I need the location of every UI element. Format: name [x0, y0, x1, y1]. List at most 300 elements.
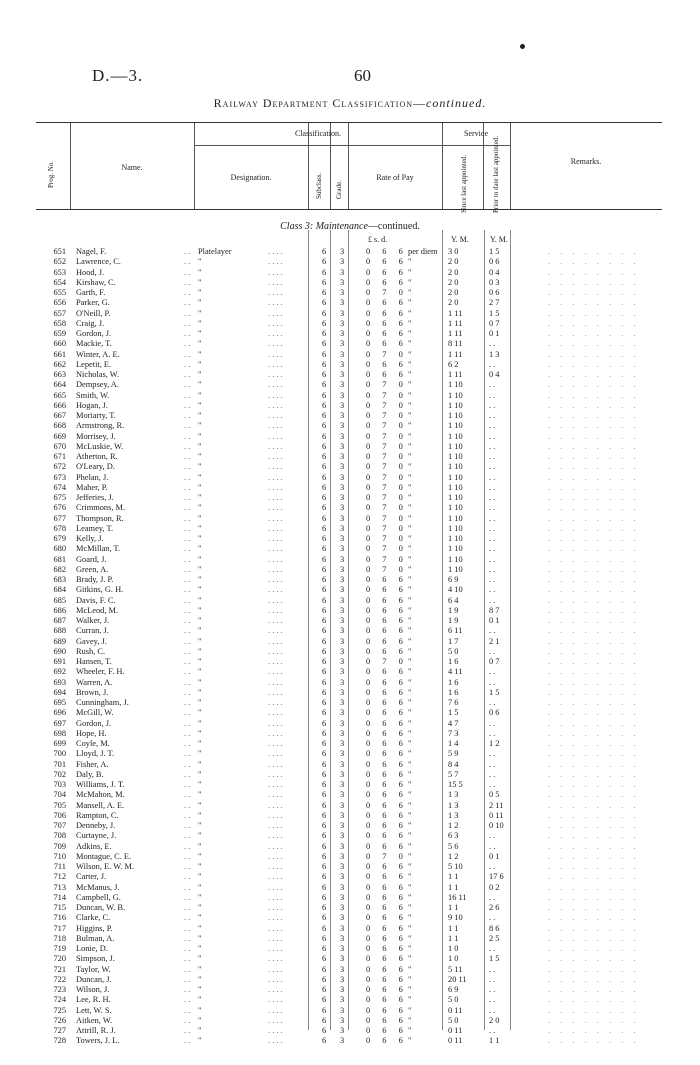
- pay-period-cell: ": [408, 329, 412, 338]
- remarks-leader: . . . . . . . .: [548, 985, 640, 994]
- service-prior-cell: . .: [489, 523, 496, 533]
- rate-of-pay-cell: 0 7 0: [366, 564, 408, 574]
- remarks-leader: . . . . . . . .: [548, 964, 640, 974]
- leader-dots: . . . .: [268, 503, 283, 513]
- grade-cell: 3: [340, 718, 345, 728]
- service-prior-cell: 1 5: [489, 247, 500, 256]
- grade-cell: 3: [340, 400, 345, 410]
- leader-dots: . .: [184, 995, 191, 1005]
- rate-of-pay-cell: 0 7 0: [366, 349, 408, 359]
- leader-dots: . . . .: [268, 329, 283, 338]
- leader-dots: . . . .: [268, 585, 283, 595]
- remarks-leader: . . . . . . . .: [548, 431, 640, 441]
- pay-period-cell: ": [408, 308, 412, 318]
- service-prior-cell: . .: [489, 431, 496, 441]
- grade-cell: 3: [340, 903, 345, 912]
- leader-dots: . . . .: [268, 964, 283, 974]
- designation-cell: ": [198, 698, 202, 707]
- service-prior-cell: . .: [489, 769, 496, 779]
- designation-cell: ": [198, 677, 202, 687]
- service-prior-cell: . .: [489, 974, 496, 984]
- prog-no-cell: 722: [53, 974, 66, 984]
- name-cell: Gordon, J.: [76, 718, 112, 728]
- service-prior-cell: . .: [489, 400, 496, 410]
- pay-period-cell: ": [408, 575, 412, 584]
- prog-no-cell: 690: [53, 646, 66, 656]
- leader-dots: . .: [184, 503, 191, 513]
- leader-dots: . .: [184, 698, 191, 707]
- leader-dots: . .: [184, 513, 191, 523]
- service-prior-cell: . .: [489, 554, 496, 564]
- leader-dots: . . . .: [268, 646, 283, 656]
- subclass-cell: 6: [322, 513, 327, 523]
- grade-cell: 3: [340, 810, 345, 820]
- rate-of-pay-cell: 0 6 6: [366, 821, 408, 830]
- designation-cell: ": [198, 882, 202, 892]
- name-cell: McMillan, T.: [76, 544, 121, 554]
- prog-no-cell: 686: [53, 605, 66, 615]
- service-since-cell: 2 0: [448, 298, 459, 308]
- prog-no-cell: 694: [53, 687, 66, 697]
- subclass-cell: 6: [322, 677, 327, 687]
- prog-no-cell: 656: [53, 298, 66, 308]
- service-since-cell: 1 10: [448, 411, 463, 420]
- subclass-cell: 6: [322, 667, 327, 677]
- designation-cell: ": [198, 595, 202, 605]
- pay-period-cell: ": [408, 318, 412, 328]
- service-since-cell: 7 6: [448, 698, 459, 707]
- prog-no-cell: 728: [53, 1036, 66, 1046]
- leader-dots: . .: [184, 841, 191, 851]
- remarks-leader: . . . . . . . .: [548, 739, 640, 748]
- service-since-cell: 1 3: [448, 800, 459, 810]
- service-prior-cell: . .: [489, 985, 496, 994]
- designation-cell: ": [198, 616, 202, 625]
- grade-cell: 3: [340, 974, 345, 984]
- designation-cell: ": [198, 267, 202, 277]
- prog-no-cell: 702: [53, 769, 66, 779]
- leader-dots: . .: [184, 851, 191, 861]
- remarks-leader: . . . . . . . .: [548, 851, 640, 861]
- leader-dots: . . . .: [268, 523, 283, 533]
- grade-cell: 3: [340, 944, 345, 953]
- remarks-leader: . . . . . . . .: [548, 769, 640, 779]
- name-cell: Davis, F. C.: [76, 595, 116, 605]
- name-cell: Higgins, P.: [76, 923, 113, 933]
- subclass-cell: 6: [322, 954, 327, 964]
- leader-dots: . . . .: [268, 913, 283, 923]
- units-prior: Y. M.: [490, 235, 508, 244]
- designation-cell: ": [198, 933, 202, 943]
- table-row: [0, 729, 700, 739]
- designation-cell: ": [198, 400, 202, 410]
- remarks-leader: . . . . . . . .: [548, 452, 640, 461]
- rate-of-pay-cell: 0 7 0: [366, 493, 408, 502]
- remarks-leader: . . . . . . . .: [548, 882, 640, 892]
- leader-dots: . . . .: [268, 626, 283, 636]
- subclass-cell: 6: [322, 267, 327, 277]
- leader-dots: . .: [184, 247, 191, 256]
- grade-cell: 3: [340, 267, 345, 277]
- rate-of-pay-cell: 0 7 0: [366, 513, 408, 523]
- service-prior-cell: 0 1: [489, 851, 500, 861]
- leader-dots: . .: [184, 892, 191, 902]
- designation-cell: ": [198, 370, 202, 379]
- pay-period-cell: ": [408, 411, 412, 420]
- pay-period-cell: ": [408, 985, 412, 994]
- leader-dots: . . . .: [268, 892, 283, 902]
- subclass-cell: 6: [322, 523, 327, 533]
- grade-cell: 3: [340, 841, 345, 851]
- pay-period-cell: ": [408, 257, 412, 267]
- remarks-leader: . . . . . . . .: [548, 841, 640, 851]
- leader-dots: . . . .: [268, 564, 283, 574]
- leader-dots: . . . .: [268, 749, 283, 759]
- subclass-cell: 6: [322, 482, 327, 492]
- name-cell: Lee, R. H.: [76, 995, 111, 1005]
- grade-cell: 3: [340, 892, 345, 902]
- leader-dots: . . . .: [268, 298, 283, 308]
- pay-period-cell: ": [408, 1005, 412, 1015]
- service-since-cell: 6 4: [448, 595, 459, 605]
- pay-period-cell: ": [408, 995, 412, 1005]
- subclass-cell: 6: [322, 739, 327, 748]
- prog-no-cell: 681: [53, 554, 66, 564]
- designation-cell: ": [198, 810, 202, 820]
- grade-cell: 3: [340, 995, 345, 1005]
- pay-period-cell: ": [408, 841, 412, 851]
- service-prior-cell: . .: [489, 585, 496, 595]
- subclass-cell: 6: [322, 810, 327, 820]
- leader-dots: . . . .: [268, 657, 283, 666]
- designation-cell: ": [198, 380, 202, 390]
- rate-of-pay-cell: 0 6 6: [366, 749, 408, 759]
- leader-dots: . . . .: [268, 708, 283, 718]
- rate-of-pay-cell: 0 7 0: [366, 421, 408, 431]
- service-since-cell: 5 11: [448, 964, 463, 974]
- designation-cell: ": [198, 728, 202, 738]
- leader-dots: . . . .: [268, 780, 283, 789]
- service-prior-cell: . .: [489, 626, 496, 636]
- prog-no-cell: 713: [53, 882, 66, 892]
- service-prior-cell: 0 6: [489, 288, 500, 297]
- designation-cell: ": [198, 780, 202, 789]
- name-cell: Hope, H.: [76, 728, 107, 738]
- prog-no-cell: 677: [53, 513, 66, 523]
- service-since-cell: 4 11: [448, 667, 463, 677]
- service-since-cell: 1 10: [448, 554, 463, 564]
- designation-cell: ": [198, 513, 202, 523]
- service-prior-cell: . .: [489, 667, 496, 677]
- service-since-cell: 1 10: [448, 523, 463, 533]
- rate-of-pay-cell: 0 6 6: [366, 831, 408, 841]
- units-lsd: £ s. d.: [368, 235, 388, 244]
- rate-of-pay-cell: 0 6 6: [366, 708, 408, 718]
- grade-cell: 3: [340, 667, 345, 677]
- rate-of-pay-cell: 0 6 6: [366, 329, 408, 338]
- service-since-cell: 20 11: [448, 974, 467, 984]
- pay-period-cell: ": [408, 862, 412, 871]
- prog-no-cell: 693: [53, 677, 66, 687]
- rate-of-pay-cell: 0 6 6: [366, 1015, 408, 1025]
- remarks-leader: . . . . . . . .: [548, 1005, 640, 1015]
- grade-cell: 3: [340, 749, 345, 759]
- leader-dots: . . . .: [268, 267, 283, 277]
- leader-dots: . .: [184, 759, 191, 769]
- leader-dots: . . . .: [268, 769, 283, 779]
- grade-cell: 3: [340, 1005, 345, 1015]
- pay-period-cell: ": [408, 277, 412, 287]
- subclass-cell: 6: [322, 657, 327, 666]
- remarks-leader: . . . . . . . .: [548, 595, 640, 605]
- subclass-cell: 6: [322, 862, 327, 871]
- remarks-leader: . . . . . . . .: [548, 995, 640, 1005]
- grade-cell: 3: [340, 575, 345, 584]
- remarks-leader: . . . . . . . .: [548, 472, 640, 482]
- leader-dots: . .: [184, 862, 191, 871]
- name-cell: Daly, B.: [76, 769, 104, 779]
- leader-dots: . . . .: [268, 493, 283, 502]
- service-since-cell: 1 6: [448, 657, 459, 666]
- leader-dots: . . . .: [268, 318, 283, 328]
- designation-cell: ": [198, 544, 202, 554]
- name-cell: Gavey, J.: [76, 636, 107, 646]
- prog-no-cell: 721: [53, 964, 66, 974]
- table-row: [0, 411, 700, 421]
- table-row: [0, 370, 700, 380]
- pay-period-cell: ": [408, 421, 412, 431]
- service-since-cell: 1 10: [448, 503, 463, 513]
- service-prior-cell: . .: [489, 964, 496, 974]
- rate-of-pay-cell: 0 7 0: [366, 431, 408, 441]
- subclass-cell: 6: [322, 257, 327, 267]
- table-row: [0, 442, 700, 452]
- table-row: [0, 309, 700, 319]
- leader-dots: . . . .: [268, 851, 283, 861]
- remarks-leader: . . . . . . . .: [548, 821, 640, 830]
- pay-period-cell: ": [408, 380, 412, 390]
- pay-period-cell: ": [408, 493, 412, 502]
- prog-no-cell: 701: [53, 759, 66, 769]
- grade-cell: 3: [340, 318, 345, 328]
- grade-cell: 3: [340, 800, 345, 810]
- grade-cell: 3: [340, 534, 345, 543]
- designation-cell: ": [198, 390, 202, 400]
- grade-cell: 3: [340, 1036, 345, 1046]
- table-row: [0, 524, 700, 534]
- leader-dots: . .: [184, 534, 191, 543]
- pay-period-cell: ": [408, 1015, 412, 1025]
- name-cell: Towers, J. L.: [76, 1036, 120, 1046]
- name-cell: Garth, F.: [76, 288, 106, 297]
- designation-cell: ": [198, 411, 202, 420]
- leader-dots: . .: [184, 708, 191, 718]
- subclass-cell: 6: [322, 698, 327, 707]
- designation-cell: ": [198, 759, 202, 769]
- prog-no-cell: 719: [53, 944, 66, 953]
- name-cell: Montague, C. E.: [76, 851, 132, 861]
- pay-period-cell: ": [408, 585, 412, 595]
- designation-cell: ": [198, 298, 202, 308]
- name-cell: O'Neill, P.: [76, 308, 111, 318]
- remarks-leader: . . . . . . . .: [548, 687, 640, 697]
- pay-period-cell: ": [408, 872, 412, 882]
- rate-of-pay-cell: 0 7 0: [366, 523, 408, 533]
- subclass-cell: 6: [322, 380, 327, 390]
- name-cell: McGill, W.: [76, 708, 114, 718]
- remarks-leader: . . . . . . . .: [548, 554, 640, 564]
- leader-dots: . . . .: [268, 841, 283, 851]
- subclass-cell: 6: [322, 913, 327, 923]
- table-row: [0, 565, 700, 575]
- table-row: [0, 678, 700, 688]
- subclass-cell: 6: [322, 462, 327, 472]
- grade-cell: 3: [340, 288, 345, 297]
- leader-dots: . .: [184, 257, 191, 267]
- leader-dots: . .: [184, 452, 191, 461]
- designation-cell: ": [198, 862, 202, 871]
- class-heading: [0, 221, 700, 232]
- designation-cell: ": [198, 872, 202, 882]
- table-row: [0, 329, 700, 339]
- table-row: [0, 555, 700, 565]
- table-row: [0, 626, 700, 636]
- service-since-cell: 8 4: [448, 759, 459, 769]
- prog-no-cell: 711: [53, 862, 66, 871]
- document-reference: D.—3.: [92, 66, 144, 85]
- prog-no-cell: 725: [53, 1005, 66, 1015]
- table-row: [0, 985, 700, 995]
- pay-period-cell: ": [408, 974, 412, 984]
- service-since-cell: 1 2: [448, 851, 459, 861]
- pay-period-cell: ": [408, 267, 412, 277]
- leader-dots: . . . .: [268, 667, 283, 677]
- leader-dots: . .: [184, 472, 191, 482]
- name-cell: Parker, G.: [76, 298, 110, 308]
- service-prior-cell: . .: [489, 380, 496, 390]
- service-since-cell: 6 3: [448, 831, 459, 841]
- remarks-leader: . . . . . . . .: [548, 790, 640, 800]
- grade-cell: 3: [340, 298, 345, 308]
- service-since-cell: 1 10: [448, 421, 463, 431]
- subclass-cell: 6: [322, 933, 327, 943]
- leader-dots: . .: [184, 810, 191, 820]
- rate-of-pay-cell: 0 6 6: [366, 862, 408, 871]
- col-grade: Grade.: [335, 180, 343, 199]
- prog-no-cell: 685: [53, 595, 66, 605]
- remarks-leader: . . . . . . . .: [548, 482, 640, 492]
- leader-dots: . .: [184, 493, 191, 502]
- remarks-leader: . . . . . . . .: [548, 411, 640, 420]
- service-prior-cell: . .: [489, 534, 496, 543]
- pay-period-cell: ": [408, 370, 412, 379]
- remarks-leader: . . . . . . . .: [548, 288, 640, 297]
- rate-of-pay-cell: 0 7 0: [366, 851, 408, 861]
- table-row: [0, 534, 700, 544]
- name-cell: Denneby, J.: [76, 821, 116, 830]
- service-since-cell: 2 0: [448, 257, 459, 267]
- service-prior-cell: 2 6: [489, 903, 500, 912]
- leader-dots: . .: [184, 482, 191, 492]
- subclass-cell: 6: [322, 308, 327, 318]
- remarks-leader: . . . . . . . .: [548, 913, 640, 923]
- col-subclass: Subclass.: [315, 172, 323, 199]
- leader-dots: . .: [184, 923, 191, 933]
- leader-dots: . . . .: [268, 452, 283, 461]
- pay-period-cell: ": [408, 646, 412, 656]
- table-row: [0, 688, 700, 698]
- service-since-cell: 1 11: [448, 370, 463, 379]
- name-cell: Green, A.: [76, 564, 109, 574]
- name-cell: Curtayne, J.: [76, 831, 117, 841]
- grade-cell: 3: [340, 1015, 345, 1025]
- designation-cell: ": [198, 923, 202, 933]
- service-prior-cell: . .: [489, 749, 496, 759]
- designation-cell: ": [198, 1005, 202, 1015]
- leader-dots: . .: [184, 687, 191, 697]
- designation-cell: ": [198, 359, 202, 369]
- name-cell: Craig, J.: [76, 318, 105, 328]
- leader-dots: . . . .: [268, 728, 283, 738]
- title-continued: continued.: [426, 96, 487, 110]
- prog-no-cell: 684: [53, 585, 66, 595]
- service-since-cell: 2 0: [448, 277, 459, 287]
- designation-cell: ": [198, 349, 202, 359]
- table-row: [0, 637, 700, 647]
- leader-dots: . .: [184, 677, 191, 687]
- table-row: [0, 493, 700, 503]
- name-cell: Moriarty, T.: [76, 411, 116, 420]
- subclass-cell: 6: [322, 411, 327, 420]
- remarks-leader: . . . . . . . .: [548, 933, 640, 943]
- grade-cell: 3: [340, 523, 345, 533]
- designation-cell: ": [198, 575, 202, 584]
- subclass-cell: 6: [322, 339, 327, 349]
- page-title: [0, 96, 700, 111]
- leader-dots: . .: [184, 318, 191, 328]
- service-prior-cell: 1 1: [489, 1036, 500, 1046]
- service-since-cell: 1 10: [448, 564, 463, 574]
- grade-cell: 3: [340, 626, 345, 636]
- grade-cell: 3: [340, 554, 345, 564]
- prog-no-cell: 703: [53, 780, 66, 789]
- table-row: [0, 739, 700, 749]
- service-prior-cell: 0 10: [489, 821, 504, 830]
- designation-cell: ": [198, 749, 202, 759]
- leader-dots: . .: [184, 821, 191, 830]
- rate-of-pay-cell: 0 6 6: [366, 739, 408, 748]
- table-row: [0, 380, 700, 390]
- remarks-leader: . . . . . . . .: [548, 1036, 640, 1046]
- service-since-cell: 0 11: [448, 1026, 463, 1035]
- class-name: Maintenance: [315, 221, 368, 232]
- service-since-cell: 5 7: [448, 769, 459, 779]
- remarks-leader: . . . . . . . .: [548, 872, 640, 882]
- leader-dots: . .: [184, 646, 191, 656]
- grade-cell: 3: [340, 595, 345, 605]
- name-cell: Simpson, J.: [76, 954, 115, 964]
- leader-dots: . .: [184, 903, 191, 912]
- rate-of-pay-cell: 0 6 6: [366, 298, 408, 308]
- rate-of-pay-cell: 0 7 0: [366, 482, 408, 492]
- leader-dots: . .: [184, 605, 191, 615]
- leader-dots: . .: [184, 575, 191, 584]
- subclass-cell: 6: [322, 1026, 327, 1035]
- class-suffix: —continued.: [367, 221, 420, 232]
- pay-period-cell: ": [408, 472, 412, 482]
- name-cell: Maher, P.: [76, 482, 108, 492]
- remarks-leader: . . . . . . . .: [548, 257, 640, 267]
